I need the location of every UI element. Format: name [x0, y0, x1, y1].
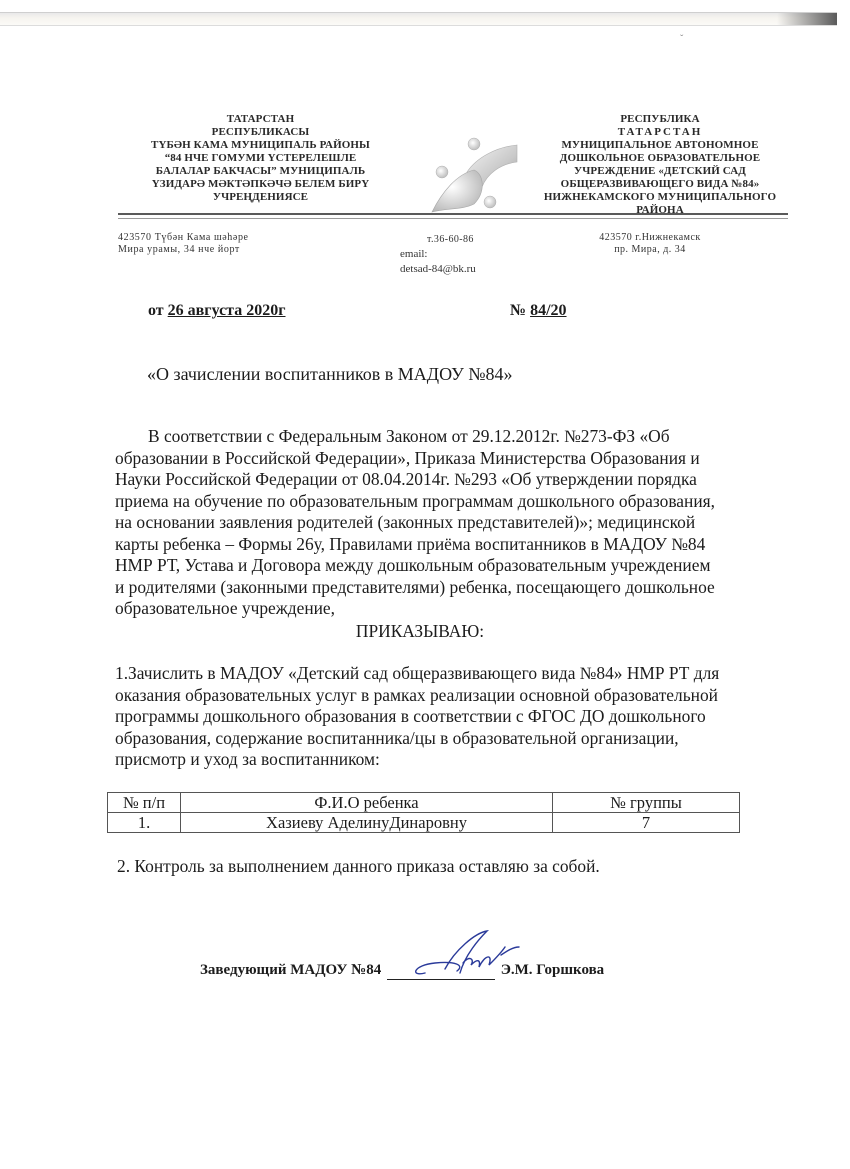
header-left-line: ТАТАРСТАН [226, 113, 295, 125]
address-left [118, 232, 249, 256]
enrollment-table [107, 792, 740, 833]
address-right-line: пр. Мира, д. 34 [614, 244, 686, 255]
cell-child-name: Хазиеву АделинуДинаровну [181, 813, 553, 833]
preamble-line: карты ребенка – Формы 26у, Правилами приёма воспитанников в МАДОУ №84 [115, 533, 706, 554]
item-2: 2. Контроль за выполнением данного приказа оставляю за собой. [117, 856, 600, 876]
item-1-line: программы дошкольного образования в соответствии с ФГОС ДО дошкольного [115, 706, 706, 726]
item-1-line: оказания образовательных услуг в рамках реализации основной образовательной [115, 684, 718, 705]
signature-block [200, 962, 604, 980]
date-prefix: от [148, 302, 168, 319]
preamble-line: В соответствии с Федеральным Законом от 29.12.2012г. №273-ФЗ «Об [148, 426, 670, 446]
header-right-russian [535, 113, 785, 217]
header-right-line: РЕСПУБЛИКА [620, 113, 700, 125]
header-divider [118, 213, 788, 219]
kindergarten-logo-icon [412, 112, 532, 214]
date-value: 26 августа 2020г [167, 302, 286, 319]
header-left-line: УЧРЕҢДЕНИЯСЕ [212, 191, 309, 203]
header-left-line: РЕСПУБЛИКАСЫ [211, 126, 310, 138]
preamble-line: на основании заявления родителей (законных представителей)»; медицинской [115, 512, 696, 532]
header-cell-group: № группы [553, 793, 740, 813]
header-left-line: БАЛАЛАР БАКЧАСЫ” МУНИЦИПАЛЬ [155, 165, 366, 177]
order-number [510, 302, 567, 320]
header-right-line: МУНИЦИПАЛЬНОЕ АВТОНОМНОЕ [561, 139, 759, 151]
number-value: 84/20 [530, 302, 567, 319]
signer-name: Э.М. Горшкова [500, 962, 605, 978]
header-left-line: ТҮБӘН КАМА МУНИЦИПАЛЬ РАЙОНЫ [151, 139, 370, 151]
handwritten-signature-icon [405, 925, 535, 985]
header-left-line: “84 НЧЕ ГОМУМИ ҮСТЕРЕЛЕШЛЕ [164, 152, 357, 164]
order-date [148, 302, 286, 320]
scan-edge-artifact [0, 12, 837, 26]
header-right-line: ОБЩЕРАЗВИВАЮЩЕГО ВИДА №84» [560, 178, 760, 190]
address-left-line: 423570 Түбән Кама шәһәре [118, 232, 249, 243]
email-label: email: [400, 248, 428, 260]
preamble-line: образовательное учреждение, [115, 598, 335, 618]
preamble-line: приема на обучение по образовательным программам дошкольного образования, [115, 490, 715, 511]
item-1-line: присмотр и уход за воспитанником: [115, 749, 380, 769]
preamble-line: и родителями (законными представителями) ребенка, посещающего дошкольное [115, 576, 715, 597]
header-right-line: УЧРЕЖДЕНИЕ «ДЕТСКИЙ САД [574, 165, 746, 177]
order-title: «О зачислении воспитанников в МАДОУ №84» [147, 364, 513, 384]
phone: т.36-60-86 [427, 234, 474, 245]
preamble-line: Науки Российской Федерации от 08.04.2014г. №293 «Об утверждении порядка [115, 469, 697, 489]
preamble-paragraph [115, 426, 815, 620]
email-link[interactable]: detsad-84@bk.ru [400, 263, 476, 275]
header-left-line: ҮЗИДАРӘ МӘКТӘПКӘЧӘ БЕЛЕМ БИРҮ [151, 178, 370, 190]
header-right-line: ДОШКОЛЬНОЕ ОБРАЗОВАТЕЛЬНОЕ [559, 152, 761, 164]
item-1-line: образования, содержание воспитанника/цы в образовательной организации, [115, 727, 679, 748]
header-right-line: РАЙОНА [636, 204, 684, 216]
signer-position: Заведующий МАДОУ №84 [200, 962, 382, 978]
header-left-tatar [128, 113, 393, 204]
item-1-line: 1.Зачислить в МАДОУ «Детский сад общеразвивающего вида №84» НМР РТ для [115, 663, 720, 683]
cell-group: 7 [553, 813, 740, 833]
address-left-line: Мира урамы, 34 нче йорт [118, 244, 240, 255]
scan-speck: ˇ [680, 34, 684, 45]
cell-number: 1. [108, 813, 181, 833]
table-row [108, 813, 740, 833]
preamble-line: НМР РТ, Устава и Договора между дошкольным образовательным учреждением [115, 555, 711, 575]
address-right [560, 232, 740, 256]
address-right-line: 423570 г.Нижнекамск [599, 232, 701, 243]
item-1-paragraph [115, 663, 815, 771]
header-cell-name: Ф.И.О ребенка [181, 793, 553, 813]
contacts [400, 232, 476, 277]
header-right-line: НИЖНЕКАМСКОГО МУНИЦИПАЛЬНОГО [543, 191, 777, 203]
order-word: ПРИКАЗЫВАЮ: [355, 621, 485, 641]
table-header-row [108, 793, 740, 813]
number-prefix: № [510, 302, 531, 319]
header-right-line: ТАТАРСТАН [617, 126, 703, 138]
preamble-line: образовании в Российской Федерации», Приказа Министерства Образования и [115, 447, 700, 468]
header-cell-number: № п/п [108, 793, 181, 813]
